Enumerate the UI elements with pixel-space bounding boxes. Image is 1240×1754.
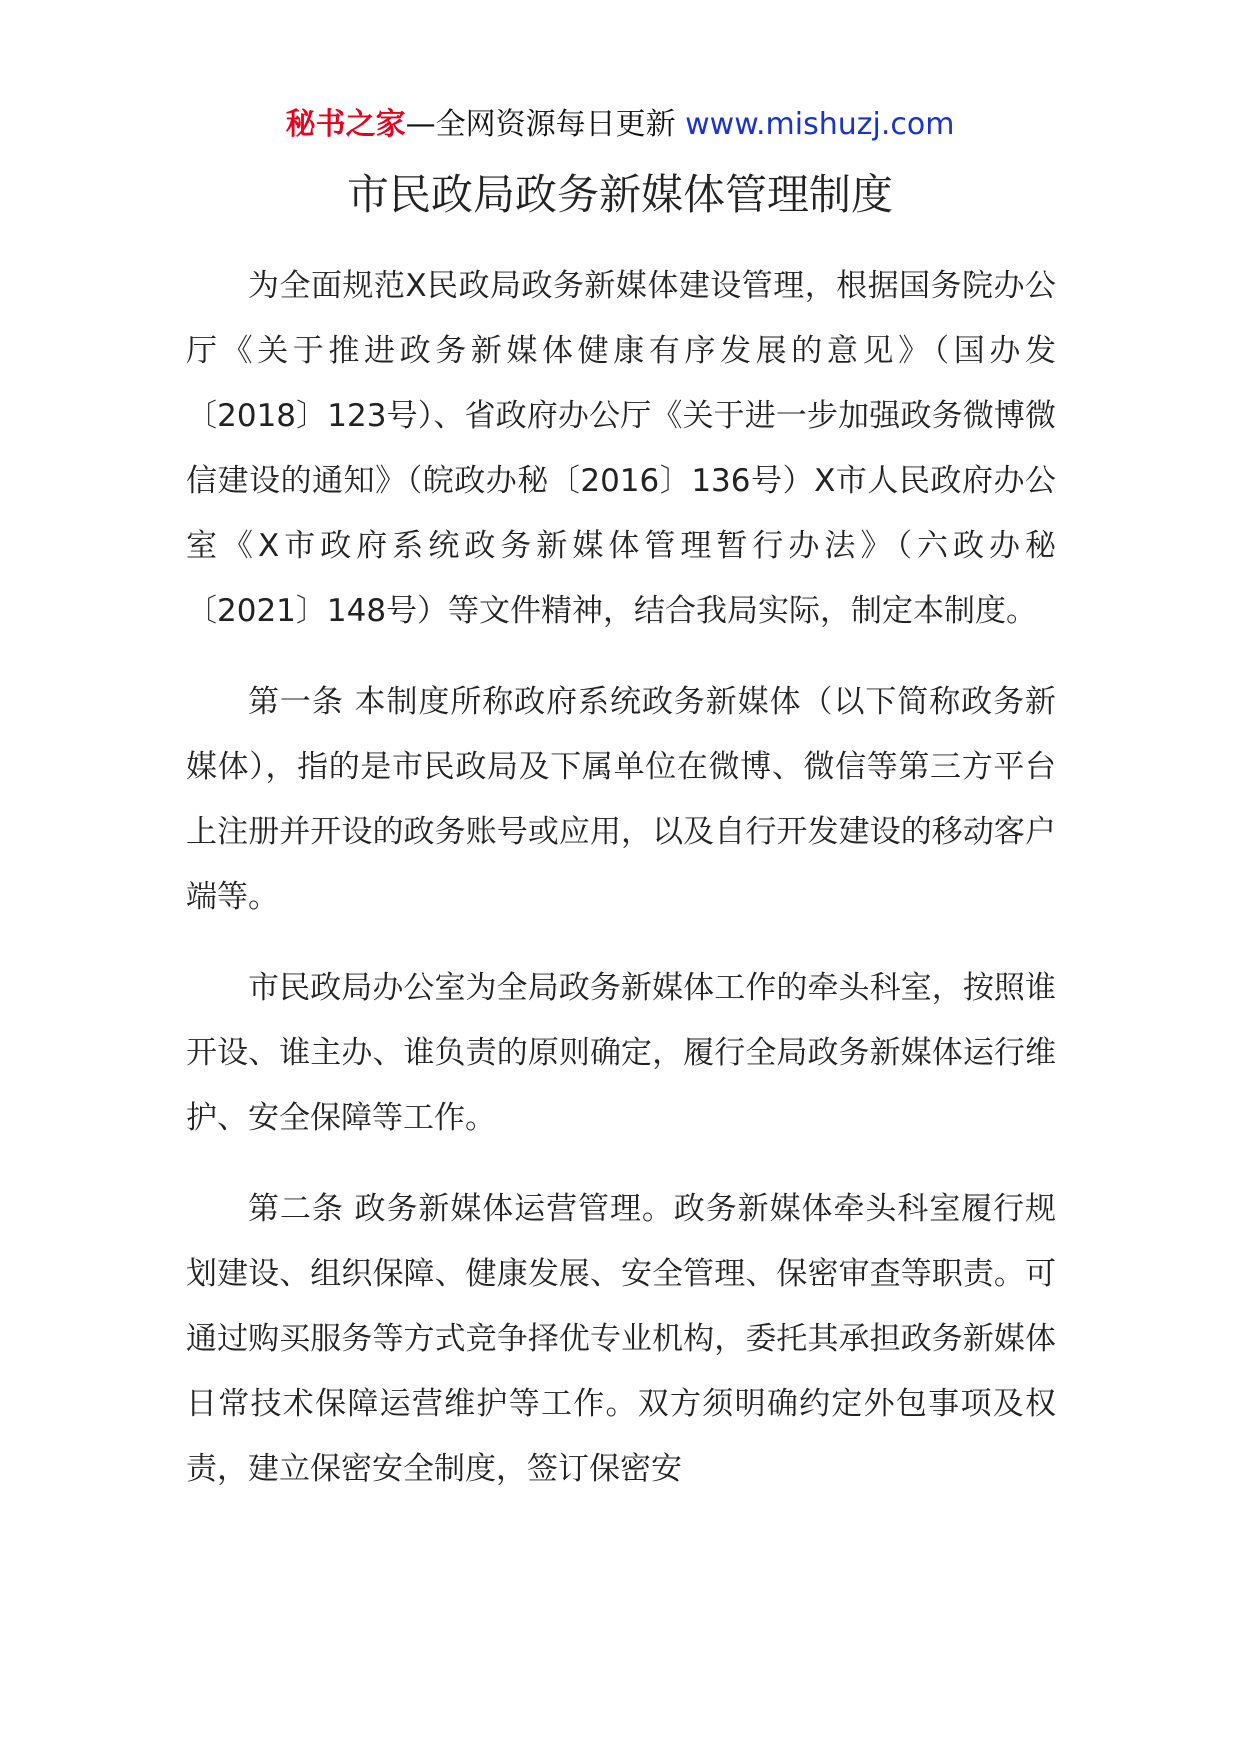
document-body (186, 254, 1056, 1528)
paragraph-office-duty: 市民政局办公室为全局政务新媒体工作的牵头科室，按照谁开设、谁主办、谁负责的原则确定，履行全局政务新媒体运行维护、安全保障等工作。 (186, 970, 1056, 1136)
paragraph-intro: 为全面规范X民政局政务新媒体建设管理，根据国务院办公厅《关于推进政务新媒体健康有序发展的意见》（国办发〔2018〕123号）、省政府办公厅《关于进一步加强政务微博微信建设的通知》（皖政办秘〔2016〕136号）X市人民政府办公室《X市政府系统政务新媒体管理暂行办法》（六政办秘〔2021〕148号）等文件精神，结合我局实际，制定本制度。 (186, 268, 1056, 629)
paragraph-article-1: 第一条 本制度所称政府系统政务新媒体（以下简称政务新媒体），指的是市民政局及下属单位在微博、微信等第三方平台上注册并开设的政务账号或应用，以及自行开发建设的移动客户端等。 (186, 684, 1056, 915)
paragraph-article-2: 第二条 政务新媒体运营管理。政务新媒体牵头科室履行规划建设、组织保障、健康发展、安全管理、保密审查等职责。可通过购买服务等方式竞争择优专业机构，委托其承担政务新媒体日常技术保障运营维护等工作。双方须明确约定外包事项及权责，建立保密安全制度，签订保密安 (186, 1191, 1056, 1487)
document-title: 市民政局政务新媒体管理制度 (346, 170, 893, 219)
brand-name: 秘书之家 (285, 107, 406, 142)
site-url-link[interactable]: www.mishuzj.com (685, 107, 955, 142)
brand-tagline: —全网资源每日更新 (405, 107, 686, 142)
header-banner (0, 100, 1240, 150)
